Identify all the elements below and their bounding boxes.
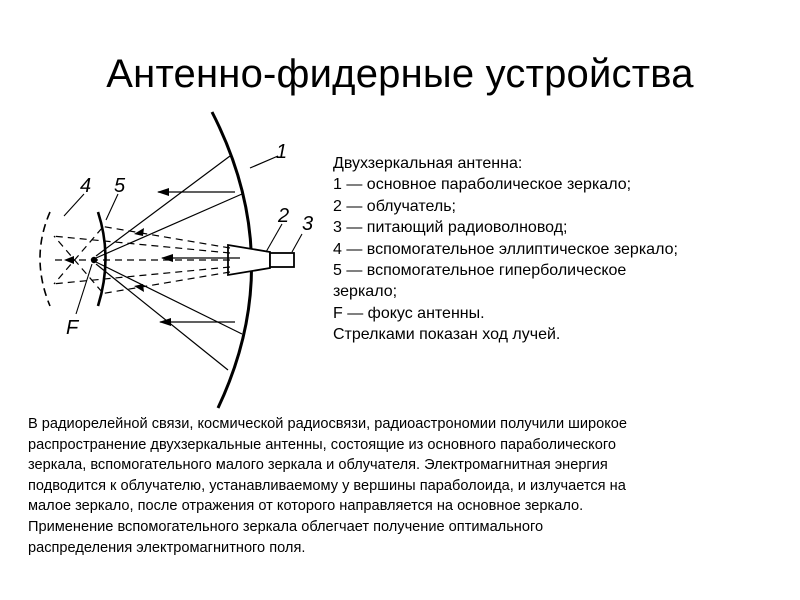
label-5: 5 — [114, 175, 126, 197]
legend-item-5-cont: зеркало; — [333, 283, 398, 301]
legend-note: Стрелками показан ход лучей. — [333, 326, 561, 344]
antenna-diagram — [30, 108, 350, 410]
slide-title: Антенно-фидерные устройства — [106, 52, 694, 96]
legend-item-3: 3 — питающий радиоволновод; — [333, 219, 568, 237]
legend-item-4: 4 — вспомогательное эллиптическое зеркало; — [333, 240, 678, 258]
label-1-leader — [250, 156, 278, 168]
label-4: 4 — [80, 175, 92, 197]
paragraph-line: В радиорелейной связи, космической радиосвязи, радиоастрономии получили широкое — [28, 416, 628, 432]
legend-item-f: F — фокус антенны. — [333, 304, 485, 322]
legend-heading: Двухзеркальная антенна: — [333, 155, 523, 172]
paragraph-line: Применение вспомогательного зеркала облегчает получение оптимального — [28, 518, 544, 535]
label-3-leader — [292, 234, 302, 252]
paragraph-line: зеркала, вспомогательного малого зеркала и облучателя. Электромагнитная энергия — [28, 457, 608, 474]
legend-item-5: 5 — вспомогательное гиперболическое — [333, 262, 627, 280]
label-1: 1 — [276, 141, 288, 163]
label-2: 2 — [278, 205, 290, 227]
label-4-leader — [64, 194, 84, 216]
legend-item-2: 2 — облучатель; — [333, 197, 456, 215]
paragraph-line: малое зеркало, после отражения от которого направляется на основное зеркало. — [28, 498, 584, 515]
label-2-leader — [266, 224, 282, 252]
paragraph-line: распределения электромагнитного поля. — [28, 539, 306, 556]
label-5-leader — [106, 194, 118, 220]
description-paragraph — [28, 414, 788, 558]
ellipse-mirror — [40, 212, 50, 306]
legend — [333, 153, 783, 346]
legend-item-1: 1 — основное параболическое зеркало; — [333, 176, 632, 194]
paragraph-line: подводится к облучателю, устанавливаемому у вершины параболоида, и излучается на — [28, 477, 626, 494]
feed-horn — [228, 245, 270, 275]
label-3: 3 — [302, 213, 314, 235]
paragraph-line: распространение двухзеркальные антенны, состоящие из основного параболического — [28, 436, 616, 453]
waveguide — [270, 253, 294, 267]
label-f: F — [66, 317, 79, 339]
